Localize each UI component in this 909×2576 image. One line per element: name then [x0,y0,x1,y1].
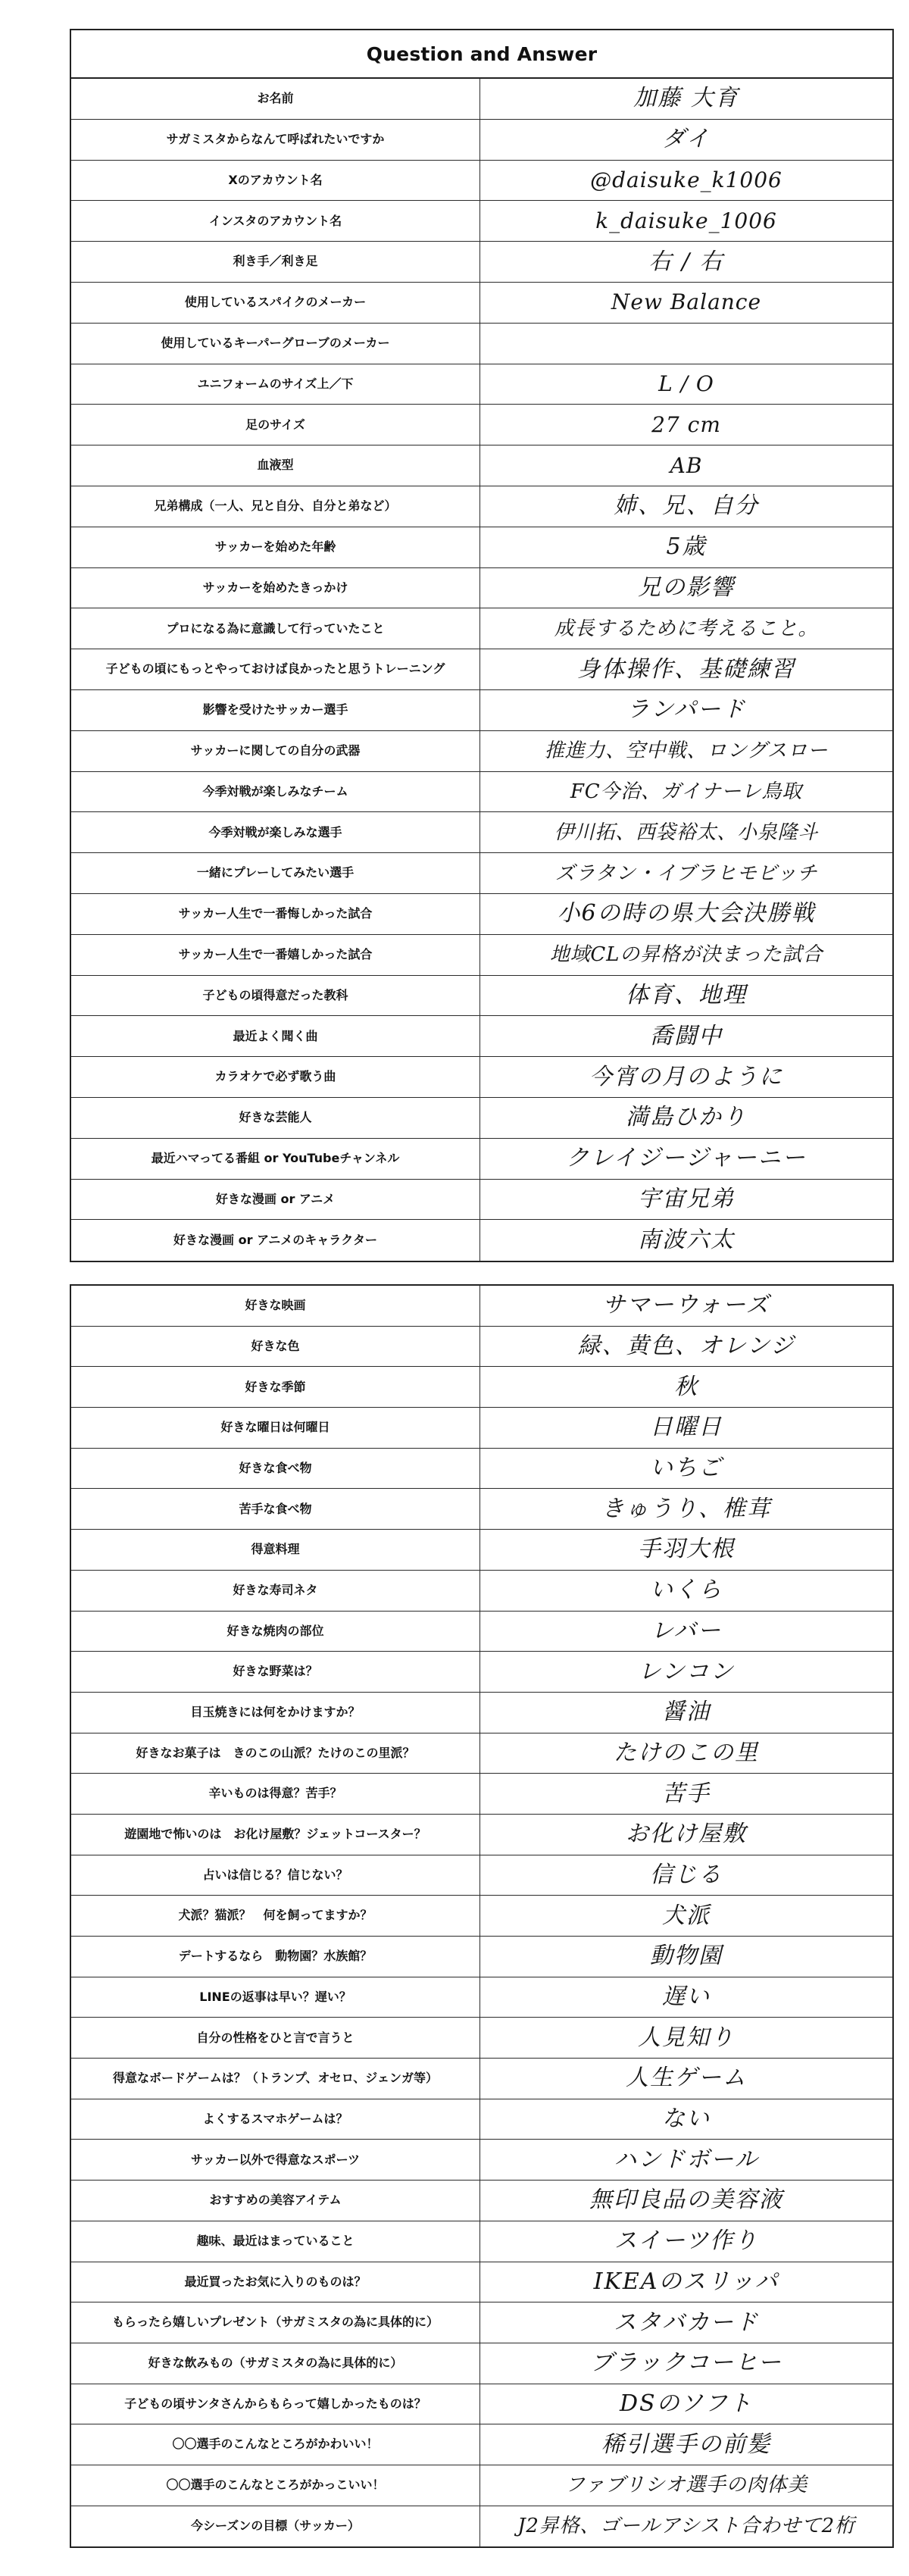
qa-row [71,2302,892,2343]
answer-value: k_daisuke_1006 [595,208,777,233]
question-label: 影響を受けたサッカー選手 [71,690,480,730]
qa-row [71,853,892,894]
qa-row [71,283,892,324]
qa-row [71,1449,892,1490]
answer-value: IKEAのスリッパ [593,2268,779,2295]
answer-value: 人生ゲーム [626,2065,747,2092]
question-label: サッカーを始めたきっかけ [71,568,480,608]
question-label: 一緒にプレーしてみたい選手 [71,853,480,893]
question-label: 好きな芸能人 [71,1098,480,1138]
question-label: 兄弟構成（一人、兄と自分、自分と弟など） [71,486,480,527]
answer-value: 宇宙兄弟 [638,1185,735,1212]
question-label: 今季対戦が楽しみな選手 [71,812,480,852]
answer-value: 体育、地理 [626,981,747,1008]
answer-value: 秋 [674,1373,698,1400]
answer-value: 手羽大根 [638,1536,735,1563]
question-label: 子どもの頃得意だった教科 [71,976,480,1016]
qa-row [71,161,892,202]
qa-row [71,812,892,853]
question-label: サッカー人生で一番嬉しかった試合 [71,935,480,975]
page-title: Question and Answer [71,30,892,79]
answer-value: 加藤 大育 [633,85,739,112]
answer-value: 伊川拓、西袋裕太、小泉隆斗 [554,821,819,844]
answer-value: 信じる [650,1861,723,1888]
question-label: 好きな季節 [71,1367,480,1407]
answer-value: いちご [650,1455,723,1482]
answer-value: きゅうり、椎茸 [601,1495,771,1522]
answer-value: たけのこの里 [614,1739,759,1766]
question-label: 好きな映画 [71,1286,480,1326]
qa-row [71,486,892,527]
qa-row [71,1367,892,1408]
question-label: サガミスタからなんて呼ばれたいですか [71,120,480,160]
question-label: 子どもの頃サンタさんからもらって嬉しかったものは？ [71,2384,480,2424]
answer-value: レバー [651,1617,722,1644]
question-label: ユニフォームのサイズ上／下 [71,364,480,405]
answer-value: 右 / 右 [648,248,724,275]
qa-row [71,1327,892,1368]
question-label: 遊園地で怖いのは お化け屋敷？ジェットコースター？ [71,1815,480,1855]
qa-row [71,1530,892,1571]
question-label: 好きな飲みもの（サガミスタの為に具体的に） [71,2343,480,2384]
answer-value: 遅い [662,1984,711,2011]
qa-table-1 [71,79,892,1261]
answer-value: L / O [658,370,714,396]
answer-value: ダイ [662,126,711,153]
qa-row [71,2506,892,2547]
qa-row [71,1937,892,1977]
question-label: 最近ハマってる番組 or YouTubeチャンネル [71,1139,480,1179]
question-label: 好きな野菜は？ [71,1652,480,1692]
qa-row [71,1693,892,1733]
question-label: 目玉焼きには何をかけますか？ [71,1693,480,1733]
question-label: おすすめの美容アイテム [71,2181,480,2221]
question-label: 好きな焼肉の部位 [71,1612,480,1652]
answer-value: New Balance [611,289,762,315]
question-label: 今シーズンの目標（サッカー） [71,2506,480,2547]
qa-row [71,527,892,568]
question-label: 犬派？猫派？ 何を飼ってますか？ [71,1896,480,1936]
question-label: 好きな色 [71,1327,480,1367]
answer-value: 稀引選手の前髪 [601,2431,771,2458]
question-label: 好きなお菓子は きのこの山派？たけのこの里派？ [71,1733,480,1774]
qa-row [71,405,892,445]
qa-row [71,1733,892,1774]
qa-row [71,201,892,242]
qa-row [71,1016,892,1057]
answer-value: いくら [650,1577,723,1604]
question-label: 今季対戦が楽しみなチーム [71,772,480,812]
qa-sheet-page-2 [70,1284,894,2548]
answer-value: ない [662,2106,711,2133]
qa-row [71,1220,892,1261]
question-label: 使用しているスパイクのメーカー [71,283,480,323]
answer-value: 姉、兄、自分 [614,492,759,520]
answer-value: AB [670,452,703,478]
answer-value: 27 cm [651,411,721,437]
qa-row [71,731,892,772]
qa-row [71,79,892,120]
qa-row [71,1571,892,1612]
answer-value: ハンドボール [614,2146,759,2173]
answer-value: スタバカード [614,2309,759,2336]
answer-value: 満島ひかり [626,1104,747,1131]
qa-row [71,2221,892,2262]
answer-value: 日曜日 [650,1414,723,1441]
question-label: 子どもの頃にもっとやっておけば良かったと思うトレーニング [71,649,480,689]
qa-row [71,1139,892,1180]
qa-row [71,2018,892,2059]
question-label: デートするなら 動物園？水族館？ [71,1937,480,1977]
question-label: 占いは信じる？信じない？ [71,1855,480,1896]
qa-row [71,1774,892,1815]
question-label: 最近買ったお気に入りのものは？ [71,2262,480,2302]
qa-row [71,1057,892,1098]
qa-row [71,1408,892,1449]
question-label: インスタのアカウント名 [71,201,480,241]
qa-row [71,2343,892,2384]
qa-row [71,1855,892,1896]
question-label: 〇〇選手のこんなところがかわいい！ [71,2424,480,2465]
answer-value: ズラタン・イブラヒモビッチ [554,861,818,885]
qa-table-2 [71,1286,892,2546]
question-label: 辛いものは得意？苦手？ [71,1774,480,1814]
answer-value: 5歳 [666,533,707,561]
qa-row [71,364,892,405]
answer-value: 推進力、空中戦、ロングスロー [544,739,829,763]
qa-row [71,1098,892,1139]
qa-row [71,2059,892,2099]
qa-row [71,2465,892,2506]
qa-row [71,568,892,609]
question-label: 〇〇選手のこんなところがかっこいい！ [71,2465,480,2506]
question-label: サッカー以外で得意なスポーツ [71,2140,480,2180]
answer-value: FC今治、ガイナーレ鳥取 [570,780,803,803]
answer-value: 動物園 [650,1943,723,1970]
answer-value: 緑、黄色、オレンジ [577,1333,795,1360]
answer-value: 喬闘中 [650,1022,723,1049]
question-label: 得意料理 [71,1530,480,1570]
question-label: もらったら嬉しいプレゼント（サガミスタの為に具体的に） [71,2302,480,2343]
qa-row [71,976,892,1017]
question-label: プロになる為に意識して行っていたこと [71,608,480,649]
answer-value: ファブリシオ選手の肉体美 [564,2474,808,2497]
answer-value: ランパード [626,696,746,724]
question-label: 得意なボードゲームは？（トランプ、オセロ、ジェンガ等） [71,2059,480,2099]
question-label: サッカーを始めた年齢 [71,527,480,567]
question-label: 使用しているキーパーグローブのメーカー [71,324,480,364]
qa-row [71,2262,892,2303]
answer-value: 地域CLの昇格が決まった試合 [549,943,823,967]
question-label: サッカー人生で一番悔しかった試合 [71,894,480,934]
answer-value: お化け屋敷 [626,1821,747,1848]
answer-value: 身体操作、基礎練習 [577,655,795,683]
answer-value: J2昇格、ゴールアシスト合わせて2桁 [517,2515,855,2538]
qa-row [71,2140,892,2181]
answer-value: 無印良品の美容液 [589,2187,783,2214]
qa-row [71,935,892,976]
answer-value: @daisuke_k1006 [590,167,782,192]
answer-value: 醤油 [662,1699,711,1726]
qa-row [71,1815,892,1855]
answer-value: DSのソフト [619,2390,753,2417]
question-label: お名前 [71,79,480,119]
answer-value: クレイジージャーニー [566,1145,807,1172]
answer-value: 成長するために考えること。 [554,617,819,640]
qa-row [71,608,892,649]
question-label: カラオケで必ず歌う曲 [71,1057,480,1097]
qa-row [71,324,892,364]
qa-row [71,445,892,486]
qa-row [71,690,892,731]
qa-row [71,1286,892,1327]
qa-row [71,894,892,935]
answer-value: ブラックコーヒー [590,2349,782,2377]
qa-row [71,120,892,161]
question-label: 好きな食べ物 [71,1449,480,1489]
qa-row [71,1612,892,1652]
question-label: 趣味、最近はまっていること [71,2221,480,2262]
question-label: 苦手な食べ物 [71,1489,480,1529]
answer-value [480,324,892,364]
qa-row [71,1489,892,1530]
question-label: 自分の性格をひと言で言うと [71,2018,480,2058]
question-label: よくするスマホゲームは？ [71,2099,480,2140]
qa-sheet-page-1 [70,29,894,1262]
answer-value: 犬派 [662,1902,711,1929]
question-label: 好きな漫画 or アニメ [71,1180,480,1220]
question-label: 好きな曜日は何曜日 [71,1408,480,1448]
qa-row [71,2099,892,2140]
question-label: 足のサイズ [71,405,480,445]
question-label: 好きな寿司ネタ [71,1571,480,1611]
qa-row [71,1652,892,1693]
answer-value: 今宵の月のように [589,1063,783,1090]
question-label: 好きな漫画 or アニメのキャラクター [71,1220,480,1261]
answer-value: サマーウォーズ [602,1292,770,1319]
answer-value: 小6の時の県大会決勝戦 [557,900,816,927]
question-label: サッカーに関しての自分の武器 [71,731,480,771]
qa-row [71,1896,892,1937]
qa-row [71,1977,892,2018]
qa-row [71,2384,892,2425]
question-label: Xのアカウント名 [71,161,480,201]
answer-value: 苦手 [662,1780,711,1807]
qa-row [71,2424,892,2465]
qa-row [71,242,892,283]
answer-value: 南波六太 [638,1227,735,1254]
question-label: 最近よく聞く曲 [71,1016,480,1056]
qa-row [71,2181,892,2221]
answer-value: レンコン [638,1658,735,1685]
question-label: 血液型 [71,445,480,486]
question-label: LINEの返事は早い？遅い？ [71,1977,480,2018]
question-label: 利き手／利き足 [71,242,480,282]
qa-row [71,772,892,813]
qa-row [71,1180,892,1221]
answer-value: スイーツ作り [614,2227,759,2255]
answer-value: 兄の影響 [638,574,735,601]
answer-value: 人見知り [638,2024,735,2051]
qa-row [71,649,892,690]
